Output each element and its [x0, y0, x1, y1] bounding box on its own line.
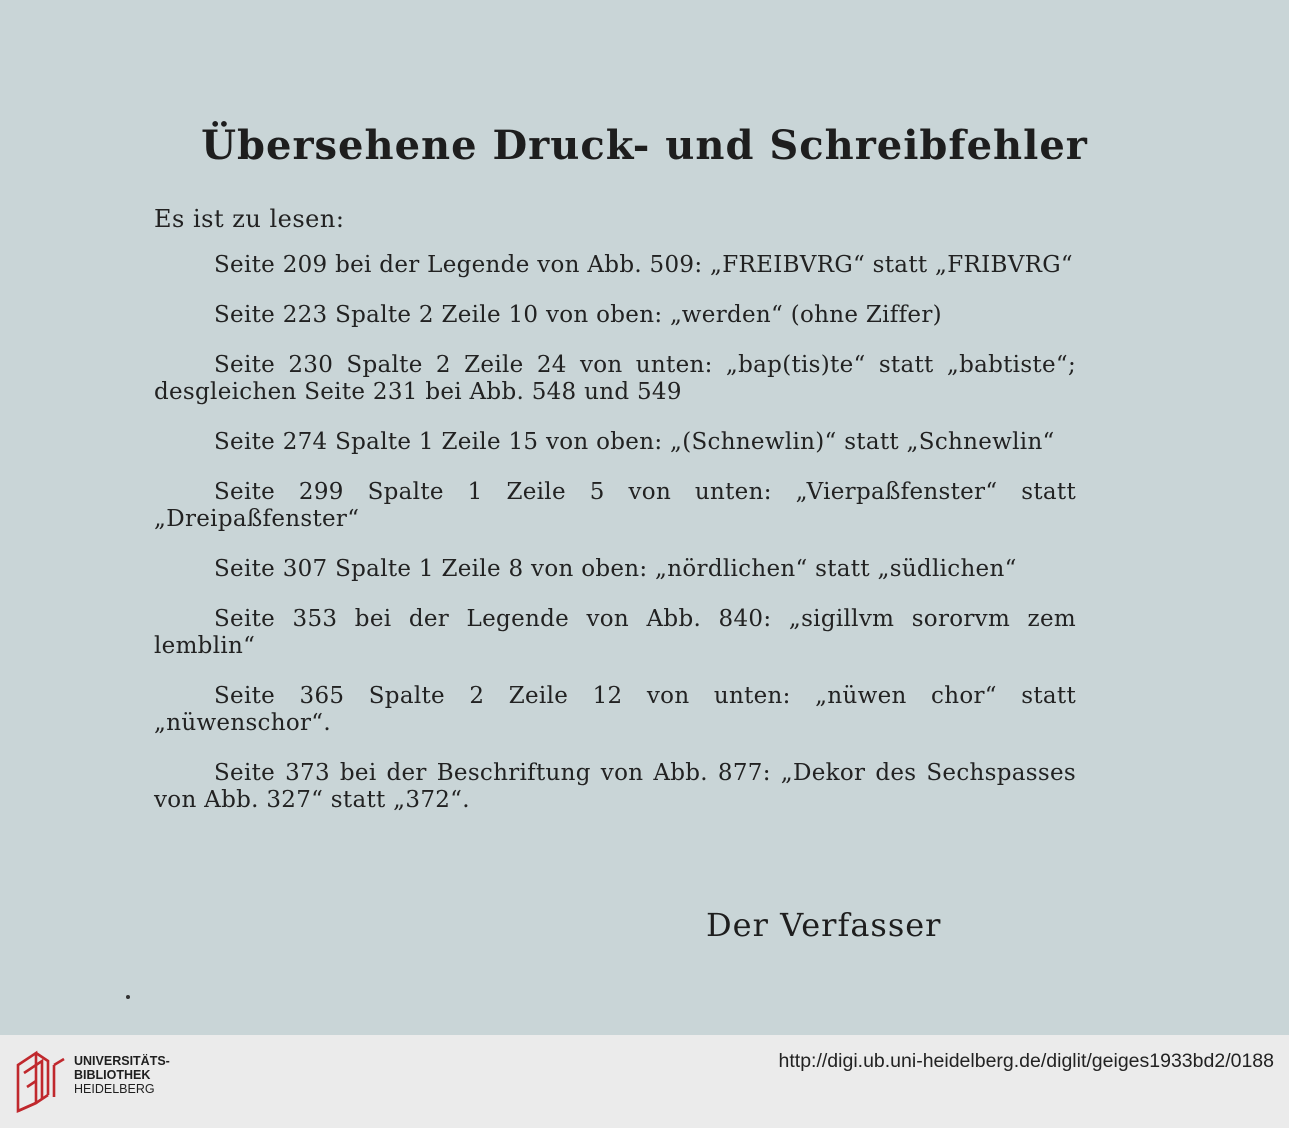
errata-entry: Seite 209 bei der Legende von Abb. 509: „FREIBVRG“ statt „FRIBVRG“ [214, 252, 1073, 278]
library-line: UNIVERSITÄTS- [74, 1054, 170, 1068]
errata-entry: Seite 353 bei der Legende von Abb. 840: „sigillvm sororvm zem lemblin“ [154, 606, 1076, 659]
errata-list [154, 252, 1076, 837]
library-line: HEIDELBERG [74, 1082, 155, 1096]
permalink-url[interactable]: http://digi.ub.uni-heidelberg.de/diglit/geiges1933bd2/0188 [778, 1050, 1274, 1072]
errata-entry: Seite 373 bei der Beschriftung von Abb. 877: „Dekor des Sechspasses von Abb. 327“ statt „372“. [154, 760, 1076, 813]
errata-entry: Seite 274 Spalte 1 Zeile 15 von oben: „(Schnewlin)“ statt „Schnewlin“ [214, 429, 1055, 455]
library-name[interactable] [74, 1054, 170, 1096]
signature: Der Verfasser [706, 906, 942, 944]
page-title: Übersehene Druck- und Schreibfehler [201, 122, 1088, 169]
errata-entry: Seite 307 Spalte 1 Zeile 8 von oben: „nördlichen“ statt „südlichen“ [214, 556, 1017, 582]
errata-entry: Seite 299 Spalte 1 Zeile 5 von unten: „Vierpaßfenster“ statt „Dreipaßfenster“ [154, 479, 1076, 532]
intro-text: Es ist zu lesen: [154, 205, 345, 233]
library-line: BIBLIOTHEK [74, 1068, 151, 1082]
paper-speck [126, 995, 130, 999]
ub-heidelberg-logo-icon[interactable] [14, 1047, 74, 1113]
errata-entry: Seite 365 Spalte 2 Zeile 12 von unten: „nüwen chor“ statt „nüwenschor“. [154, 683, 1076, 736]
errata-entry: Seite 223 Spalte 2 Zeile 10 von oben: „werden“ (ohne Ziffer) [214, 302, 942, 328]
errata-entry: Seite 230 Spalte 2 Zeile 24 von unten: „bap(tis)te“ statt „babtiste“; desgleichen Seite 231 bei Abb. 548 und 549 [154, 352, 1076, 405]
footer-bar [0, 1035, 1289, 1128]
